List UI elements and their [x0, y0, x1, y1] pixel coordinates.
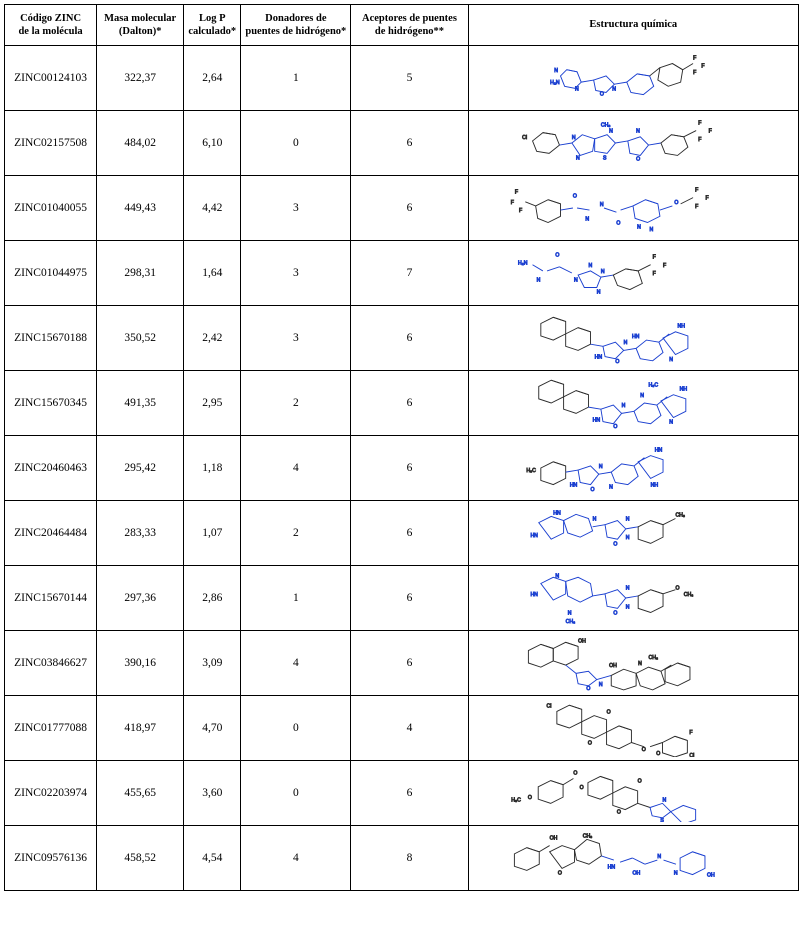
svg-text:N: N	[626, 535, 630, 542]
svg-text:OH: OH	[632, 870, 640, 877]
svg-text:H₂N: H₂N	[518, 260, 528, 267]
svg-text:N: N	[588, 262, 593, 269]
svg-text:O: O	[600, 91, 605, 98]
svg-text:F: F	[663, 262, 667, 269]
cell-logp: 3,60	[184, 761, 241, 826]
svg-text:O: O	[557, 870, 562, 877]
cell-acceptors: 4	[351, 696, 468, 761]
svg-text:NH: NH	[677, 323, 686, 330]
cell-acceptors: 6	[351, 306, 468, 371]
svg-text:N: N	[592, 516, 597, 523]
svg-text:O: O	[586, 685, 591, 692]
svg-text:HN: HN	[607, 864, 615, 871]
cell-logp: 2,95	[184, 371, 241, 436]
svg-text:O: O	[587, 740, 592, 747]
table-row	[5, 826, 799, 891]
table-row	[5, 436, 799, 501]
cell-donors: 4	[241, 436, 351, 501]
cell-mass: 484,02	[97, 111, 184, 176]
cell-code: ZINC02157508	[5, 111, 97, 176]
cell-code: ZINC01044975	[5, 241, 97, 306]
svg-text:N: N	[555, 573, 560, 580]
cell-donors: 2	[241, 501, 351, 566]
svg-text:F: F	[693, 69, 697, 76]
svg-text:N: N	[597, 289, 601, 296]
cell-acceptors: 5	[351, 46, 468, 111]
cell-donors: 3	[241, 176, 351, 241]
header-line-2: calculado*	[188, 26, 237, 37]
column-header-donors	[241, 5, 351, 46]
svg-text:N: N	[600, 201, 604, 208]
cell-donors: 2	[241, 371, 351, 436]
cell-mass: 295,42	[97, 436, 184, 501]
table-row	[5, 761, 799, 826]
svg-text:N: N	[599, 464, 603, 470]
svg-text:F: F	[698, 136, 702, 143]
cell-code: ZINC15670188	[5, 306, 97, 371]
cell-structure	[468, 826, 798, 891]
cell-code: ZINC15670345	[5, 371, 97, 436]
cell-code: ZINC01777088	[5, 696, 97, 761]
svg-text:N: N	[585, 216, 590, 223]
header-row	[5, 5, 799, 46]
svg-text:HN: HN	[553, 510, 561, 517]
header-line-1: Donadores de	[265, 12, 327, 24]
svg-text:N: N	[662, 797, 666, 804]
svg-text:H₃C: H₃C	[511, 797, 521, 804]
svg-text:O: O	[613, 610, 618, 617]
svg-text:Cl: Cl	[522, 134, 528, 141]
svg-text:N: N	[649, 226, 654, 233]
cell-logp: 2,64	[184, 46, 241, 111]
cell-acceptors: 6	[351, 501, 468, 566]
svg-text:H₃C: H₃C	[648, 382, 659, 389]
svg-text:CH₃: CH₃	[601, 122, 611, 129]
cell-structure	[468, 46, 798, 111]
svg-text:O: O	[590, 486, 595, 493]
cell-acceptors: 6	[351, 761, 468, 826]
svg-text:O: O	[613, 423, 618, 430]
table-row	[5, 566, 799, 631]
svg-text:F: F	[515, 189, 519, 196]
cell-mass: 322,37	[97, 46, 184, 111]
cell-donors: 3	[241, 241, 351, 306]
table-row	[5, 371, 799, 436]
cell-structure	[468, 761, 798, 826]
header-line-2: (Dalton)*	[118, 26, 162, 37]
svg-text:N: N	[623, 340, 628, 347]
cell-mass: 283,33	[97, 501, 184, 566]
svg-text:F: F	[705, 195, 709, 202]
chemical-structure-diagram	[469, 112, 798, 174]
svg-text:CH₃: CH₃	[675, 512, 686, 519]
chemical-structure-diagram	[469, 372, 798, 434]
svg-text:F: F	[708, 128, 713, 135]
svg-text:Cl: Cl	[546, 703, 552, 710]
svg-text:N: N	[576, 155, 581, 162]
svg-text:O: O	[615, 358, 620, 365]
svg-text:HN: HN	[655, 447, 663, 454]
svg-text:N: N	[572, 134, 576, 141]
cell-logp: 4,70	[184, 696, 241, 761]
svg-text:O: O	[573, 193, 578, 200]
svg-text:F: F	[701, 63, 705, 70]
svg-text:HN: HN	[592, 417, 601, 424]
cell-code: ZINC02203974	[5, 761, 97, 826]
cell-acceptors: 6	[351, 176, 468, 241]
cell-mass: 418,97	[97, 696, 184, 761]
svg-text:F: F	[695, 187, 699, 194]
svg-text:N: N	[636, 128, 641, 135]
svg-text:N: N	[575, 86, 579, 93]
cell-structure	[468, 241, 798, 306]
cell-structure	[468, 501, 798, 566]
molecules-table	[4, 4, 799, 891]
svg-text:N: N	[599, 681, 603, 688]
table-row	[5, 241, 799, 306]
cell-donors: 0	[241, 111, 351, 176]
svg-text:N: N	[669, 356, 674, 363]
cell-code: ZINC03846627	[5, 631, 97, 696]
table-header	[5, 5, 799, 46]
column-header-mass	[97, 5, 184, 46]
table-row	[5, 111, 799, 176]
svg-text:F: F	[652, 271, 657, 278]
svg-text:O: O	[656, 750, 661, 757]
cell-code: ZINC20464484	[5, 501, 97, 566]
header-line-1: Masa molecular	[104, 12, 177, 24]
cell-donors: 1	[241, 46, 351, 111]
cell-logp: 6,10	[184, 111, 241, 176]
svg-text:N: N	[626, 516, 630, 523]
header-line-1: Log P	[198, 12, 226, 24]
svg-text:HN: HN	[632, 334, 640, 340]
cell-code: ZINC01040055	[5, 176, 97, 241]
header-line-1: Aceptores de puentes	[362, 12, 457, 24]
cell-mass: 298,31	[97, 241, 184, 306]
cell-logp: 1,18	[184, 436, 241, 501]
svg-text:O: O	[613, 541, 618, 548]
svg-text:OH: OH	[549, 835, 558, 842]
chemical-structure-diagram	[469, 762, 798, 824]
svg-text:Cl: Cl	[689, 753, 695, 757]
cell-acceptors: 6	[351, 111, 468, 176]
svg-text:N: N	[621, 403, 626, 410]
svg-text:N: N	[669, 419, 674, 426]
svg-text:F: F	[652, 254, 657, 261]
chemical-structure-diagram	[469, 567, 798, 629]
svg-text:O: O	[616, 809, 621, 816]
svg-text:H₂N: H₂N	[550, 80, 560, 87]
svg-text:F: F	[511, 199, 515, 206]
cell-logp: 2,42	[184, 306, 241, 371]
svg-text:S: S	[660, 818, 664, 822]
svg-text:O: O	[641, 746, 646, 753]
svg-text:HN: HN	[594, 354, 603, 361]
svg-text:OH: OH	[578, 638, 587, 645]
svg-text:N: N	[612, 86, 617, 93]
cell-donors: 0	[241, 761, 351, 826]
svg-text:N: N	[601, 269, 605, 275]
svg-text:F: F	[693, 55, 697, 62]
svg-text:S: S	[603, 155, 607, 162]
chemical-structure-diagram	[469, 697, 798, 759]
svg-text:H₃C: H₃C	[526, 468, 537, 475]
svg-text:N: N	[554, 67, 559, 74]
cell-structure	[468, 176, 798, 241]
cell-code: ZINC09576136	[5, 826, 97, 891]
svg-text:N: N	[574, 277, 578, 284]
svg-text:CH₃: CH₃	[684, 591, 694, 598]
chemical-structure-diagram	[469, 307, 798, 369]
svg-text:OH: OH	[609, 663, 618, 670]
cell-acceptors: 6	[351, 566, 468, 631]
cell-logp: 3,09	[184, 631, 241, 696]
cell-mass: 455,65	[97, 761, 184, 826]
header-line-2: de hidrógeno**	[374, 26, 445, 37]
cell-structure	[468, 436, 798, 501]
cell-donors: 1	[241, 566, 351, 631]
table-row	[5, 306, 799, 371]
svg-text:O: O	[636, 156, 641, 163]
column-header-structure	[468, 5, 798, 46]
cell-structure	[468, 371, 798, 436]
column-header-code	[5, 5, 97, 46]
cell-donors: 0	[241, 696, 351, 761]
table-row	[5, 631, 799, 696]
cell-acceptors: 6	[351, 436, 468, 501]
svg-text:OH: OH	[706, 872, 715, 879]
cell-code: ZINC00124103	[5, 46, 97, 111]
cell-logp: 4,54	[184, 826, 241, 891]
svg-text:F: F	[689, 730, 693, 737]
cell-code: ZINC15670144	[5, 566, 97, 631]
svg-text:N: N	[626, 604, 630, 611]
svg-text:N: N	[536, 277, 541, 284]
column-header-logp	[184, 5, 241, 46]
svg-text:HN: HN	[530, 591, 539, 598]
svg-text:O: O	[579, 784, 584, 791]
cell-structure	[468, 566, 798, 631]
svg-text:O: O	[606, 709, 611, 716]
header-line-2: puentes de hidrógeno*	[245, 26, 347, 37]
svg-text:N: N	[609, 484, 614, 491]
svg-text:O: O	[637, 778, 642, 785]
chemical-structure-diagram	[469, 502, 798, 564]
svg-text:F: F	[695, 204, 699, 210]
svg-text:O: O	[675, 585, 680, 592]
cell-logp: 2,86	[184, 566, 241, 631]
svg-text:NH: NH	[679, 386, 688, 393]
column-header-acceptors	[351, 5, 468, 46]
chemical-structure-diagram	[469, 827, 798, 889]
cell-logp: 1,07	[184, 501, 241, 566]
cell-mass: 297,36	[97, 566, 184, 631]
cell-donors: 4	[241, 826, 351, 891]
cell-acceptors: 8	[351, 826, 468, 891]
cell-acceptors: 7	[351, 241, 468, 306]
table-row	[5, 46, 799, 111]
cell-structure	[468, 306, 798, 371]
cell-mass: 350,52	[97, 306, 184, 371]
table-row	[5, 696, 799, 761]
cell-acceptors: 6	[351, 631, 468, 696]
svg-text:N: N	[609, 128, 614, 135]
header-line-2: de la molécula	[18, 26, 83, 37]
svg-text:HN: HN	[530, 533, 539, 540]
svg-text:O: O	[674, 199, 679, 206]
svg-text:O: O	[573, 770, 578, 777]
table-body	[5, 46, 799, 891]
cell-structure	[468, 111, 798, 176]
svg-text:F: F	[519, 208, 523, 215]
cell-structure	[468, 696, 798, 761]
header-line-1: Estructura química	[589, 19, 678, 31]
svg-text:CH₃: CH₃	[582, 833, 593, 840]
cell-logp: 4,42	[184, 176, 241, 241]
chemical-structure-diagram	[469, 632, 798, 694]
svg-text:F: F	[698, 120, 702, 127]
table-row	[5, 501, 799, 566]
cell-donors: 3	[241, 306, 351, 371]
cell-mass: 449,43	[97, 176, 184, 241]
cell-mass: 390,16	[97, 631, 184, 696]
svg-text:N: N	[568, 610, 572, 617]
cell-acceptors: 6	[351, 371, 468, 436]
header-line-1: Código ZINC	[20, 12, 82, 24]
svg-text:O: O	[616, 220, 621, 227]
svg-text:HN: HN	[570, 482, 578, 489]
cell-structure	[468, 631, 798, 696]
cell-mass: 458,52	[97, 826, 184, 891]
svg-text:N: N	[673, 870, 678, 877]
svg-text:CH₃: CH₃	[565, 618, 576, 625]
svg-text:O: O	[555, 252, 560, 259]
table-row	[5, 176, 799, 241]
cell-donors: 4	[241, 631, 351, 696]
cell-logp: 1,64	[184, 241, 241, 306]
chemical-structure-diagram	[469, 437, 798, 499]
cell-code: ZINC20460463	[5, 436, 97, 501]
cell-mass: 491,35	[97, 371, 184, 436]
svg-text:NH: NH	[650, 482, 659, 489]
svg-text:N: N	[657, 854, 661, 860]
svg-text:N: N	[626, 585, 630, 592]
chemical-structure-diagram	[469, 47, 798, 109]
svg-text:CH₃: CH₃	[648, 654, 659, 661]
chemical-structure-diagram	[469, 177, 798, 239]
svg-text:N: N	[637, 224, 642, 231]
svg-text:O: O	[527, 795, 532, 802]
svg-text:N: N	[640, 392, 645, 399]
chemical-structure-diagram	[469, 242, 798, 304]
svg-text:N: N	[638, 661, 643, 668]
